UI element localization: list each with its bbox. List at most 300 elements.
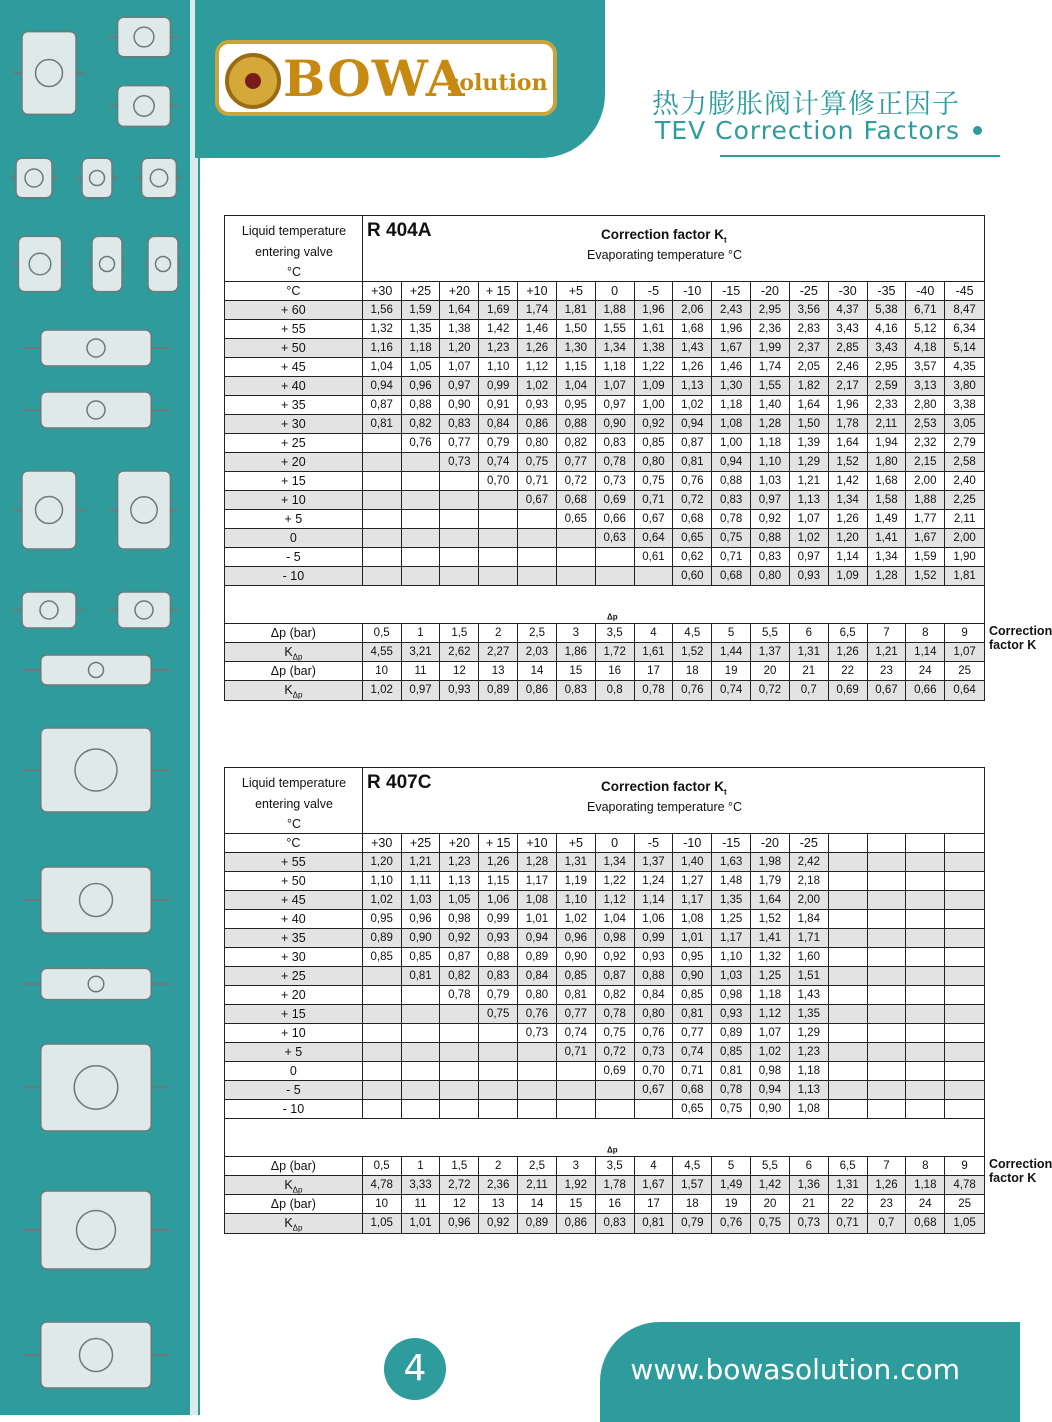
factor-cell: 1,26 — [479, 853, 518, 871]
factor-cell: 1,94 — [868, 434, 907, 452]
factor-cell: 1,48 — [712, 872, 751, 890]
factor-cell: 1,13 — [440, 872, 479, 890]
factor-cell — [479, 491, 518, 509]
factor-cell: 1,22 — [635, 358, 674, 376]
table-row — [225, 872, 984, 891]
factor-cell: 1,05 — [440, 891, 479, 909]
liquid-temp-cell: + 60 — [225, 301, 363, 319]
factor-cell: 1,56 — [363, 301, 402, 319]
factor-cell: 1,28 — [868, 567, 907, 585]
valve-icon — [4, 958, 188, 1010]
evap-temp-header-row — [225, 834, 984, 853]
dp-cell: 3,5 — [596, 624, 635, 642]
factor-cell: 1,16 — [363, 339, 402, 357]
factor-cell: 1,88 — [596, 301, 635, 319]
fan-array-icon — [4, 580, 94, 640]
factor-cell — [402, 548, 441, 566]
factor-cell: 1,50 — [557, 320, 596, 338]
pressure-factor-title-sub: Δp — [607, 1145, 618, 1155]
factor-cell — [402, 491, 441, 509]
page-title-chinese: 热力膨胀阀计算修正因子 — [652, 89, 960, 120]
factor-cell — [829, 967, 868, 985]
factor-cell: 0,95 — [363, 910, 402, 928]
liquid-temp-cell: + 5 — [225, 510, 363, 528]
factor-cell — [363, 986, 402, 1004]
evap-temp-cell: +20 — [440, 282, 479, 300]
factor-cell: 0,68 — [673, 1081, 712, 1099]
factor-cell: 2,43 — [712, 301, 751, 319]
factor-cell: 0,72 — [596, 1043, 635, 1061]
table-row — [225, 891, 984, 910]
factor-cell: 1,26 — [673, 358, 712, 376]
k-cell: 1,49 — [712, 1176, 751, 1194]
factor-cell: 2,06 — [673, 301, 712, 319]
factor-cell: 1,60 — [790, 948, 829, 966]
factor-cell: 2,46 — [829, 358, 868, 376]
factor-cell: 0,85 — [712, 1043, 751, 1061]
factor-cell: 1,64 — [790, 396, 829, 414]
factor-cell: 1,43 — [790, 986, 829, 1004]
factor-cell: 0,70 — [635, 1062, 674, 1080]
factor-cell: 2,36 — [751, 320, 790, 338]
factor-cell: 3,38 — [953, 399, 976, 411]
factor-cell: 4,35 — [953, 361, 976, 373]
factor-cell: 0,94 — [751, 1081, 790, 1099]
k-cell: 1,37 — [751, 643, 790, 661]
liquid-temp-cell: + 20 — [225, 986, 363, 1004]
k-cell: 0,75 — [751, 1214, 790, 1233]
factor-cell — [363, 1024, 402, 1042]
liquid-temp-cell: + 25 — [225, 434, 363, 452]
factor-cell: 2,95 — [868, 358, 907, 376]
factor-cell: 4,37 — [829, 301, 868, 319]
logo-seal-icon — [225, 53, 281, 109]
oil-separator-icon — [82, 218, 132, 310]
k-cell: 0,78 — [635, 681, 674, 700]
dp-cell: 20 — [751, 662, 790, 680]
dp-cell: 7 — [868, 624, 907, 642]
correction-factor-title — [601, 779, 727, 797]
factor-cell — [440, 1081, 479, 1099]
factor-cell: 0,69 — [596, 491, 635, 509]
factor-cell: 1,27 — [673, 872, 712, 890]
factor-cell: 2,05 — [790, 358, 829, 376]
factor-cell: 0,75 — [596, 1024, 635, 1042]
factor-cell — [906, 1043, 945, 1061]
factor-cell: 1,99 — [751, 339, 790, 357]
factor-cell: 2,33 — [868, 396, 907, 414]
factor-cell: 0,87 — [440, 948, 479, 966]
evap-temp-cell: -15 — [712, 282, 751, 300]
factor-cell: 1,43 — [673, 339, 712, 357]
factor-cell — [402, 1062, 441, 1080]
factor-cell — [402, 472, 441, 490]
k-cell: 0,92 — [479, 1214, 518, 1233]
k-cell: 1,92 — [557, 1176, 596, 1194]
dp-cell: 9 — [961, 1160, 968, 1172]
liquid-temp-cell: + 15 — [225, 472, 363, 490]
factor-cell: 0,78 — [596, 1005, 635, 1023]
factor-cell: 1,13 — [673, 377, 712, 395]
factor-cell — [440, 1062, 479, 1080]
factor-cell: 0,68 — [673, 510, 712, 528]
k-cell: 1,78 — [596, 1176, 635, 1194]
factor-cell — [479, 1062, 518, 1080]
dp-cell: 8 — [906, 1157, 945, 1175]
factor-cell: 4,18 — [906, 339, 945, 357]
liquid-temp-cell: + 50 — [225, 872, 363, 890]
k-label-cell — [225, 643, 363, 661]
k-cell: 0,7 — [790, 681, 829, 700]
dp-cell: 22 — [829, 662, 868, 680]
factor-cell — [402, 453, 441, 471]
factor-cell: 1,12 — [751, 1005, 790, 1023]
factor-cell: 2,80 — [906, 396, 945, 414]
page-title: TEV Correction Factors — [655, 116, 960, 145]
factor-cell: 1,51 — [790, 967, 829, 985]
factor-cell: 1,21 — [790, 472, 829, 490]
factor-cell: 0,93 — [790, 567, 829, 585]
factor-cell: 1,07 — [596, 377, 635, 395]
factor-cell: 1,67 — [906, 529, 945, 547]
dp-cell: 5,5 — [751, 624, 790, 642]
factor-cell: 1,34 — [596, 339, 635, 357]
factor-cell — [479, 567, 518, 585]
logo-brand-name: BOWA — [283, 49, 466, 108]
k-cell: 0,86 — [518, 681, 557, 700]
evap-temp-cell: -15 — [712, 834, 751, 852]
factor-cell — [868, 872, 907, 890]
factor-cell: 0,80 — [518, 986, 557, 1004]
table-row — [225, 1024, 984, 1043]
dp-cell: 18 — [673, 662, 712, 680]
factor-cell: 0,75 — [479, 1005, 518, 1023]
factor-cell: 1,07 — [440, 358, 479, 376]
factor-cell: 1,14 — [635, 891, 674, 909]
factor-cell: 1,49 — [868, 510, 907, 528]
pressure-factor-title-text: Correction factor K — [989, 1157, 1052, 1185]
factor-cell: 0,88 — [712, 472, 751, 490]
factor-cell: 1,17 — [712, 929, 751, 947]
factor-cell — [829, 1062, 868, 1080]
liquid-temp-cell: + 45 — [225, 891, 363, 909]
evap-temp-cell — [945, 834, 984, 852]
evap-temp-cell: +5 — [557, 834, 596, 852]
factor-cell — [945, 910, 984, 928]
factor-cell: 1,18 — [402, 339, 441, 357]
factor-cell: 0,99 — [479, 910, 518, 928]
k-cell: 0,93 — [440, 681, 479, 700]
liquid-temp-cell: + 35 — [225, 396, 363, 414]
dp-cell: 23 — [868, 1195, 907, 1213]
factor-cell: 1,74 — [518, 301, 557, 319]
factor-cell: 1,01 — [518, 910, 557, 928]
dp-cell: 18 — [673, 1195, 712, 1213]
factor-cell: 0,94 — [673, 415, 712, 433]
factor-cell: 0,82 — [440, 967, 479, 985]
factor-cell: 1,10 — [557, 891, 596, 909]
liquid-temp-cell: + 20 — [225, 453, 363, 471]
factor-cell — [518, 548, 557, 566]
factor-cell — [868, 1043, 907, 1061]
factor-cell: 1,18 — [790, 1062, 829, 1080]
factor-cell: 3,80 — [953, 380, 976, 392]
factor-cell: 1,12 — [518, 358, 557, 376]
factor-cell: 1,50 — [790, 415, 829, 433]
factor-cell: 5,14 — [953, 342, 976, 354]
factor-cell: 2,11 — [953, 513, 976, 525]
factor-cell: 1,02 — [518, 377, 557, 395]
factor-cell: 0,90 — [440, 396, 479, 414]
table-row — [225, 548, 984, 567]
dp-cell: 17 — [635, 662, 674, 680]
dp-cell: 21 — [790, 1195, 829, 1213]
factor-cell: 0,98 — [712, 986, 751, 1004]
pressure-row — [225, 1157, 984, 1176]
k-label-cell — [225, 1176, 363, 1194]
factor-cell: 0,81 — [673, 453, 712, 471]
title-underline — [720, 155, 1000, 157]
factor-cell: 1,32 — [751, 948, 790, 966]
liquid-temp-cell: + 15 — [225, 1005, 363, 1023]
factor-cell: 0,85 — [635, 434, 674, 452]
factor-cell — [868, 929, 907, 947]
factor-cell — [402, 1043, 441, 1061]
sidebar-stripe — [190, 0, 198, 1415]
evap-temp-cell — [868, 834, 907, 852]
factor-cell: 1,63 — [712, 853, 751, 871]
dp-cell: 1,5 — [440, 624, 479, 642]
evap-temp-cell: +30 — [363, 282, 402, 300]
k-cell: 2,03 — [518, 643, 557, 661]
dp-cell: 2 — [479, 1157, 518, 1175]
factor-cell — [518, 510, 557, 528]
k-cell: 1,52 — [673, 643, 712, 661]
factor-cell: 1,34 — [829, 491, 868, 509]
condensing-unit-icon — [4, 445, 94, 575]
factor-cell: 1,28 — [518, 853, 557, 871]
factor-cell: 0,73 — [635, 1043, 674, 1061]
factor-cell — [868, 1005, 907, 1023]
factor-cell: 0,83 — [596, 434, 635, 452]
factor-cell: 1,42 — [479, 320, 518, 338]
evap-temp-cell: -20 — [751, 282, 790, 300]
factor-cell: 0,82 — [402, 415, 441, 433]
factor-cell — [557, 1081, 596, 1099]
factor-cell: 2,00 — [906, 472, 945, 490]
factor-cell — [363, 529, 402, 547]
factor-cell: 2,11 — [868, 415, 907, 433]
factor-cell — [868, 910, 907, 928]
k-label-cell-sub: Δp — [292, 1223, 303, 1233]
factor-cell: 1,59 — [906, 548, 945, 566]
liquid-temp-cell: - 5 — [225, 1081, 363, 1099]
factor-cell: 1,38 — [440, 320, 479, 338]
dp-cell: 14 — [518, 662, 557, 680]
k-cell: 2,36 — [479, 1176, 518, 1194]
factor-cell: 0,78 — [712, 1081, 751, 1099]
website-link[interactable]: www.bowasolution.com — [630, 1353, 960, 1386]
factor-cell — [906, 1005, 945, 1023]
factor-cell: 0,79 — [479, 434, 518, 452]
dp-cell: 2 — [479, 624, 518, 642]
dp-cell: 9 — [961, 627, 968, 639]
k-cell: 0,68 — [906, 1214, 945, 1233]
factor-cell — [945, 853, 984, 871]
factor-cell — [479, 1081, 518, 1099]
k-cell: 0,67 — [868, 681, 907, 700]
k-cell: 0,81 — [635, 1214, 674, 1233]
factor-cell: 0,72 — [557, 472, 596, 490]
factor-cell: 0,87 — [363, 396, 402, 414]
factor-cell: 0,89 — [518, 948, 557, 966]
evaporating-temperature-label: Evaporating temperature °C — [587, 248, 743, 262]
evap-temp-cell: +5 — [557, 282, 596, 300]
factor-cell: 1,74 — [751, 358, 790, 376]
factor-cell: 3,43 — [829, 320, 868, 338]
k-cell: 1,72 — [596, 643, 635, 661]
factor-cell — [829, 910, 868, 928]
factor-cell — [557, 567, 596, 585]
factor-cell: 0,89 — [363, 929, 402, 947]
filter-drier-icon — [4, 1300, 188, 1410]
dp-cell: 5,5 — [751, 1157, 790, 1175]
dp-label-cell: Δp (bar) — [225, 624, 363, 642]
evap-temp-cell: 0 — [596, 834, 635, 852]
table-row — [225, 320, 984, 339]
factor-cell: 0,81 — [712, 1062, 751, 1080]
factor-cell: 0,61 — [635, 548, 674, 566]
factor-cell: 1,20 — [829, 529, 868, 547]
factor-cell: 1,17 — [673, 891, 712, 909]
factor-cell — [402, 529, 441, 547]
factor-cell — [945, 1005, 984, 1023]
k-label-cell-sub: Δp — [292, 652, 303, 662]
factor-cell: 1,19 — [557, 872, 596, 890]
factor-cell: 0,77 — [557, 1005, 596, 1023]
k-cell: 0,76 — [673, 681, 712, 700]
factor-cell: 1,98 — [751, 853, 790, 871]
solenoid-valve-icon — [138, 218, 188, 310]
evaporating-temperature-label: Evaporating temperature °C — [587, 800, 743, 814]
k-cell: 0,64 — [953, 684, 976, 696]
factor-cell — [868, 1100, 907, 1118]
table-row — [225, 472, 984, 491]
k-cell: 1,61 — [635, 643, 674, 661]
factor-cell: 0,81 — [402, 967, 441, 985]
factor-cell: 1,90 — [953, 551, 976, 563]
table-row — [225, 1100, 984, 1119]
factor-cell: 1,07 — [790, 510, 829, 528]
evap-temp-cell: -45 — [955, 284, 974, 298]
dp-cell: 1 — [402, 1157, 441, 1175]
factor-cell — [402, 1081, 441, 1099]
factor-cell: 0,77 — [673, 1024, 712, 1042]
correction-factor-title-sub: t — [724, 787, 727, 797]
factor-cell: 1,26 — [829, 510, 868, 528]
factor-cell: 0,75 — [712, 529, 751, 547]
factor-cell — [518, 1100, 557, 1118]
factor-cell: 0,96 — [402, 377, 441, 395]
factor-cell: 0,78 — [596, 453, 635, 471]
factor-cell: 1,81 — [953, 570, 976, 582]
factor-cell: 0,74 — [479, 453, 518, 471]
factor-cell — [906, 853, 945, 871]
table-row — [225, 567, 984, 586]
evap-temp-cell: +10 — [518, 834, 557, 852]
unit-cell: °C — [225, 834, 363, 852]
factor-cell: 1,09 — [829, 567, 868, 585]
sight-glass-icon — [4, 218, 76, 310]
evap-temp-cell: -30 — [829, 282, 868, 300]
factor-cell: 1,00 — [635, 396, 674, 414]
factor-cell: 0,72 — [673, 491, 712, 509]
factor-cell — [518, 1043, 557, 1061]
factor-cell: 0,80 — [751, 567, 790, 585]
factor-cell — [868, 1024, 907, 1042]
factor-cell — [479, 1024, 518, 1042]
k-cell: 4,55 — [363, 643, 402, 661]
factor-cell: 2,59 — [868, 377, 907, 395]
liquid-temp-cell: - 5 — [225, 548, 363, 566]
factor-cell: 0,92 — [596, 948, 635, 966]
factor-cell: 1,52 — [829, 453, 868, 471]
table-header — [225, 216, 984, 282]
factor-cell — [829, 1005, 868, 1023]
k-cell: 0,7 — [868, 1214, 907, 1233]
liquid-temp-cell: + 40 — [225, 910, 363, 928]
liquid-temp-cell: + 5 — [225, 1043, 363, 1061]
factor-cell — [906, 986, 945, 1004]
k-cell: 0,8 — [596, 681, 635, 700]
factor-cell: 0,81 — [557, 986, 596, 1004]
factor-cell: 1,59 — [402, 301, 441, 319]
factor-cell: 0,76 — [673, 472, 712, 490]
liquid-label-line1: Liquid temperature — [241, 224, 347, 238]
factor-cell — [906, 1024, 945, 1042]
factor-cell: 1,10 — [479, 358, 518, 376]
factor-cell — [868, 891, 907, 909]
liquid-temp-cell: + 35 — [225, 929, 363, 947]
factor-cell — [868, 967, 907, 985]
k-cell: 0,71 — [829, 1214, 868, 1233]
factor-cell: 3,13 — [906, 377, 945, 395]
factor-cell — [906, 929, 945, 947]
dp-cell: 11 — [402, 1195, 441, 1213]
k-cell: 0,89 — [518, 1214, 557, 1233]
k-cell: 0,96 — [440, 1214, 479, 1233]
liquid-label-line2: entering valve — [255, 245, 333, 259]
k-cell: 0,66 — [906, 681, 945, 700]
k-cell: 0,86 — [557, 1214, 596, 1233]
plate-heat-exchanger-icon — [4, 845, 188, 955]
factor-cell: 1,10 — [363, 872, 402, 890]
table-row — [225, 1081, 984, 1100]
evap-temp-cell: 0 — [596, 282, 635, 300]
factor-cell: 5,38 — [868, 301, 907, 319]
factor-cell — [596, 567, 635, 585]
liquid-temp-cell: - 10 — [225, 1100, 363, 1118]
factor-cell: 0,63 — [596, 529, 635, 547]
k-cell: 1,44 — [712, 643, 751, 661]
factor-cell — [363, 453, 402, 471]
factor-cell: 0,99 — [635, 929, 674, 947]
factor-cell: 1,88 — [906, 491, 945, 509]
factor-cell: 0,75 — [712, 1100, 751, 1118]
pressure-row — [225, 1195, 984, 1214]
factor-cell — [868, 986, 907, 1004]
table-row — [225, 853, 984, 872]
